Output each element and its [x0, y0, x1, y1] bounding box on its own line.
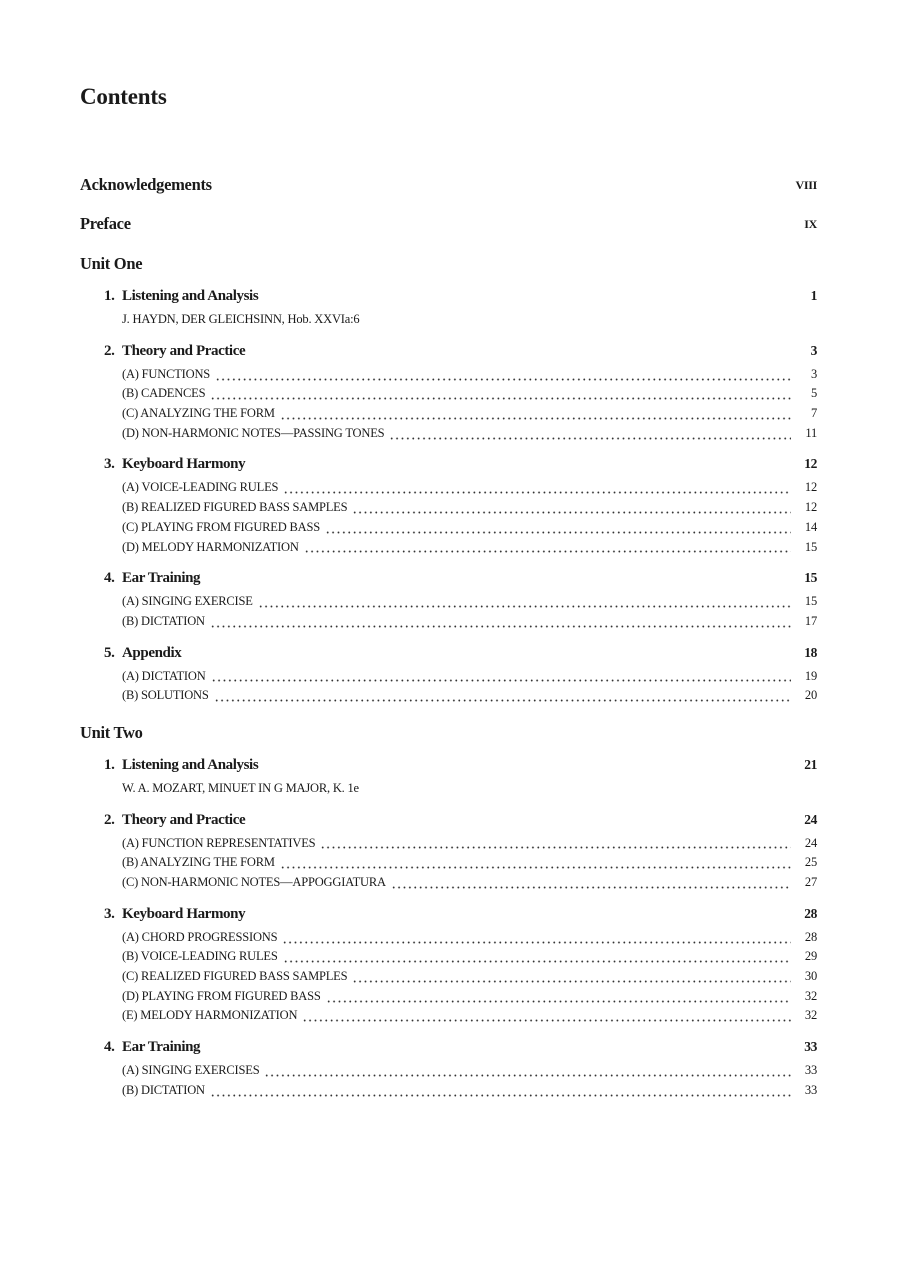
section-number: 5.: [104, 644, 115, 661]
item-label: (C) NON-HARMONIC NOTES—APPOGGIATURA: [122, 875, 386, 889]
item-label: (B) DICTATION: [122, 613, 205, 628]
item-label: (E) MELODY HARMONIZATION: [122, 1008, 298, 1023]
entry-label: Preface: [80, 214, 131, 233]
toc-item[interactable]: [122, 538, 817, 558]
dot-leader: [215, 371, 791, 381]
page-number: 18: [804, 644, 817, 660]
toc-item[interactable]: [122, 478, 817, 498]
page-number: 33: [804, 1039, 817, 1055]
toc-item[interactable]: [122, 667, 817, 687]
toc-item[interactable]: [122, 518, 817, 538]
page-number: 32: [804, 988, 817, 1003]
page-number: 15: [804, 594, 817, 609]
item-label: (B) REALIZED FIGURED BASS SAMPLES: [122, 500, 348, 515]
toc-item[interactable]: [122, 834, 817, 854]
section-label: Theory and Practice: [122, 811, 246, 828]
dot-leader: [391, 879, 791, 889]
page-number: 29: [804, 949, 817, 964]
item-label: (A) FUNCTIONS: [122, 366, 211, 381]
page-number: 11: [805, 425, 817, 440]
item-label: (A) CHORD PROGRESSIONS: [122, 929, 278, 944]
page-number: 15: [804, 570, 817, 586]
item-label: (C) PLAYING FROM FIGURED BASS: [122, 519, 320, 534]
toc-item[interactable]: [122, 1061, 817, 1081]
dot-leader: [210, 618, 791, 628]
section-label: Appendix: [122, 644, 182, 661]
dot-leader: [280, 410, 791, 420]
page-number: 17: [804, 613, 817, 628]
item-label: (C) ANALYZING THE FORM: [122, 406, 275, 421]
item-label: (A) FUNCTION REPRESENTATIVES: [122, 835, 316, 850]
dot-leader: [325, 524, 791, 534]
section-number: 1.: [104, 288, 115, 304]
section-label: Keyboard Harmony: [122, 456, 246, 473]
section-heading[interactable]: [104, 755, 817, 775]
toc-entry-acknowledgements[interactable]: [80, 175, 817, 195]
toc-section: [104, 568, 817, 631]
section-heading[interactable]: [104, 286, 817, 306]
page-number: 21: [804, 756, 817, 772]
section-number: 2.: [104, 342, 115, 359]
section-subtitle: J. HAYDN, DER GLEICHSINN, Hob. XXVIa:6: [122, 312, 360, 326]
section-number: 1.: [104, 756, 115, 773]
page-number: 15: [804, 539, 817, 554]
page-number: 12: [804, 456, 817, 472]
toc-item[interactable]: [122, 384, 817, 404]
toc-item[interactable]: [122, 873, 817, 893]
dot-leader: [264, 1067, 791, 1077]
dot-leader: [282, 934, 791, 944]
page-number: 28: [804, 905, 817, 921]
dot-leader: [304, 543, 791, 553]
section-label: Theory and Practice: [122, 342, 246, 359]
page-number: IX: [804, 217, 817, 231]
toc-item[interactable]: [122, 967, 817, 987]
section-heading[interactable]: [104, 643, 817, 663]
item-label: (B) ANALYZING THE FORM: [122, 855, 275, 870]
section-number: 3.: [104, 456, 115, 473]
page-number: 19: [804, 668, 817, 683]
dot-leader: [352, 504, 791, 514]
dot-leader: [214, 692, 791, 702]
dot-leader: [280, 859, 791, 869]
page-number: 33: [804, 1082, 817, 1097]
page-number: 30: [804, 969, 817, 984]
item-label: (C) REALIZED FIGURED BASS SAMPLES: [122, 969, 348, 984]
item-label: (A) SINGING EXERCISES: [122, 1063, 260, 1078]
toc-section: [104, 810, 817, 893]
toc-section: [104, 1037, 817, 1100]
item-label: (B) SOLUTIONS: [122, 688, 209, 703]
item-label: (A) SINGING EXERCISE: [122, 594, 253, 609]
section-label: Ear Training: [122, 570, 201, 587]
page-number: 14: [804, 519, 817, 534]
page-number: 20: [804, 688, 817, 703]
item-label: (A) DICTATION: [122, 668, 206, 683]
section-heading[interactable]: [104, 1037, 817, 1057]
page-number: 5: [810, 386, 817, 401]
dot-leader: [211, 672, 791, 682]
page-number: 3: [810, 366, 817, 381]
toc-item[interactable]: [122, 404, 817, 424]
dot-leader: [258, 598, 791, 608]
page-number: 28: [804, 929, 817, 944]
section-heading[interactable]: [104, 568, 817, 588]
section-label: Ear Training: [122, 1039, 201, 1056]
toc-item[interactable]: [122, 1006, 817, 1026]
item-label: (D) PLAYING FROM FIGURED BASS: [122, 988, 321, 1003]
section-heading[interactable]: [104, 341, 817, 361]
table-of-contents: [80, 175, 817, 1101]
dot-leader: [389, 430, 791, 440]
dot-leader: [283, 953, 791, 963]
toc-section: [104, 286, 817, 330]
page-number: 33: [804, 1063, 817, 1078]
section-heading[interactable]: [104, 810, 817, 830]
page-number: 1: [810, 288, 817, 303]
page-number: 24: [804, 811, 817, 827]
dot-leader: [320, 839, 791, 849]
item-label: (B) CADENCES: [122, 386, 206, 401]
dot-leader: [352, 973, 791, 983]
unit-heading: Unit One: [80, 254, 143, 273]
page-number: VIII: [795, 178, 817, 192]
section-heading[interactable]: [104, 904, 817, 924]
section-label: Keyboard Harmony: [122, 905, 246, 922]
item-label: (A) VOICE-LEADING RULES: [122, 480, 279, 495]
toc-item[interactable]: [122, 592, 817, 612]
section-label: Listening and Analysis: [122, 288, 259, 304]
dot-leader: [283, 484, 791, 494]
item-label: (B) VOICE-LEADING RULES: [122, 949, 278, 964]
page-number: 24: [804, 835, 817, 850]
dot-leader: [210, 1087, 791, 1097]
toc-section: [104, 755, 817, 799]
item-label: (D) NON-HARMONIC NOTES—PASSING TONES: [122, 425, 385, 440]
toc-item[interactable]: [122, 498, 817, 518]
section-number: 2.: [104, 811, 115, 828]
page-number: 12: [804, 500, 817, 515]
toc-item[interactable]: [122, 612, 817, 632]
toc-item[interactable]: [122, 424, 817, 444]
item-label: (B) DICTATION: [122, 1082, 205, 1097]
toc-section: [104, 341, 817, 444]
section-subtitle: W. A. MOZART, MINUET IN G MAJOR, K. 1e: [122, 780, 359, 795]
entry-label: Acknowledgements: [80, 175, 212, 194]
section-number: 4.: [104, 570, 115, 587]
unit-heading: Unit Two: [80, 722, 143, 742]
toc-item[interactable]: [122, 365, 817, 385]
section-heading[interactable]: [104, 454, 817, 474]
item-label: (D) MELODY HARMONIZATION: [122, 539, 299, 554]
toc-item[interactable]: [122, 987, 817, 1007]
dot-leader: [302, 1012, 791, 1022]
page-number: 25: [804, 855, 817, 870]
toc-entry-preface[interactable]: [80, 214, 817, 234]
dot-leader: [210, 390, 791, 400]
dot-leader: [326, 993, 791, 1003]
page-number: 3: [810, 342, 817, 358]
page-number: 12: [804, 480, 817, 495]
toc-section: [104, 454, 817, 557]
page-number: 27: [804, 875, 817, 889]
page-number: 7: [810, 406, 817, 421]
page-title: Contents: [80, 84, 167, 109]
section-label: Listening and Analysis: [122, 756, 259, 773]
toc-item[interactable]: [122, 853, 817, 873]
toc-section: [104, 904, 817, 1026]
section-number: 3.: [104, 905, 115, 922]
toc-item[interactable]: [122, 686, 817, 706]
page-number: 32: [804, 1008, 817, 1023]
toc-item[interactable]: [122, 1081, 817, 1101]
toc-item[interactable]: [122, 947, 817, 967]
section-number: 4.: [104, 1039, 115, 1056]
toc-section: [104, 643, 817, 706]
toc-item[interactable]: [122, 928, 817, 948]
